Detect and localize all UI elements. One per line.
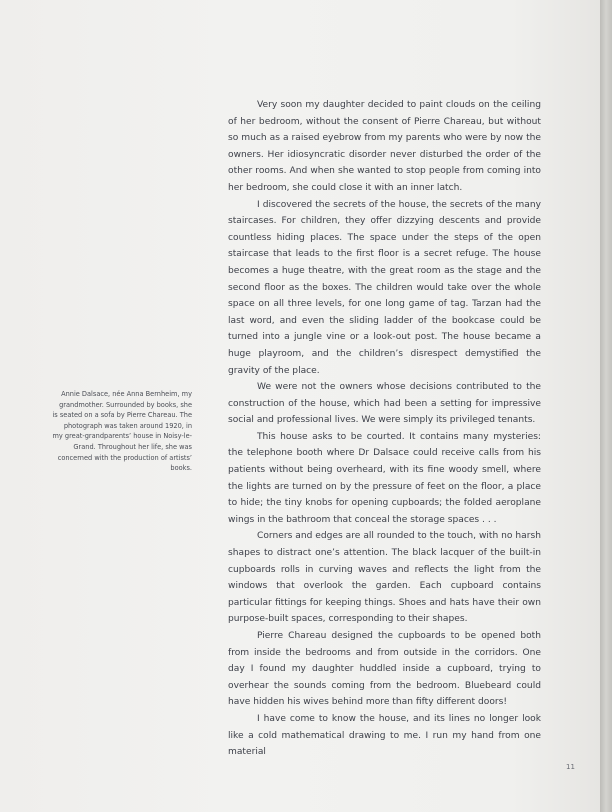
paragraph: I discovered the secrets of the house, the secrets of the many staircases. For children, they offer dizzying descents and provide countless hiding places. The space under the steps of the open staircase that leads to the first floor is a secret refuge. The house becomes a huge theatre, with the great room as the stage and the second floor as the boxes. The children would take over the whole space on all three levels, for one long game of tag. Tarzan had the last word, and even the sliding ladder of the bookcase could be turned into a jungle vine or a look-out post. The house became a huge playroom, and the children’s disrespect demystified the gravity of the place. (228, 199, 541, 376)
paragraph: I have come to know the house, and its lines no longer look like a cold mathematical drawing to me. I run my hand from one material (228, 713, 541, 758)
page-edge (600, 0, 612, 812)
photo-caption: Annie Dalsace, née Anna Bernheim, my grandmother. Surrounded by books, she is seated on a sofa by Pierre Chareau. The photograph was taken around 1920, in my great-grandparents’ house in Noisy-le-Grand. Throughout her life, she was concerned with the production of artists’ books. (52, 390, 192, 473)
paragraph: We were not the owners whose decisions contributed to the construction of the house, which had been a setting for impressive social and professional lives. We were simply its privileged tenants. (228, 382, 541, 426)
page-number: 11 (566, 763, 575, 771)
paragraph: Pierre Chareau designed the cupboards to be opened both from inside the bedrooms and from outside in the corridors. One day I found my daughter huddled inside a cupboard, trying to overhear the sounds coming from the bedroom. Bluebeard could have hidden his wives behind more than fifty different doors! (228, 631, 541, 708)
paragraph: Corners and edges are all rounded to the touch, with no harsh shapes to distract one’s attention. The black lacquer of the built-in cupboards rolls in curving waves and reflects the light from the windows that overlook the garden. Each cupboard contains particular fittings for keeping things. Shoes and hats have their own purpose-built spaces, corresponding to their shapes. (228, 531, 541, 625)
body-text (228, 97, 541, 761)
paragraph: This house asks to be courted. It contains many mysteries: the telephone booth where Dr Dalsace could receive calls from his patients without being overheard, with its fine woody smell, where the lights are turned on by the pressure of feet on the floor, a place to hide; the tiny knobs for opening cupboards; the folded aeroplane wings in the bathroom that conceal the storage spaces . . . (228, 431, 541, 525)
paragraph: Very soon my daughter decided to paint clouds on the ceiling of her bedroom, without the consent of Pierre Chareau, but without so much as a raised eyebrow from my parents who were by now the owners. Her idiosyncratic disorder never disturbed the order of the other rooms. And when she wanted to stop people from coming into her bedroom, she could close it with an inner latch. (228, 100, 541, 193)
